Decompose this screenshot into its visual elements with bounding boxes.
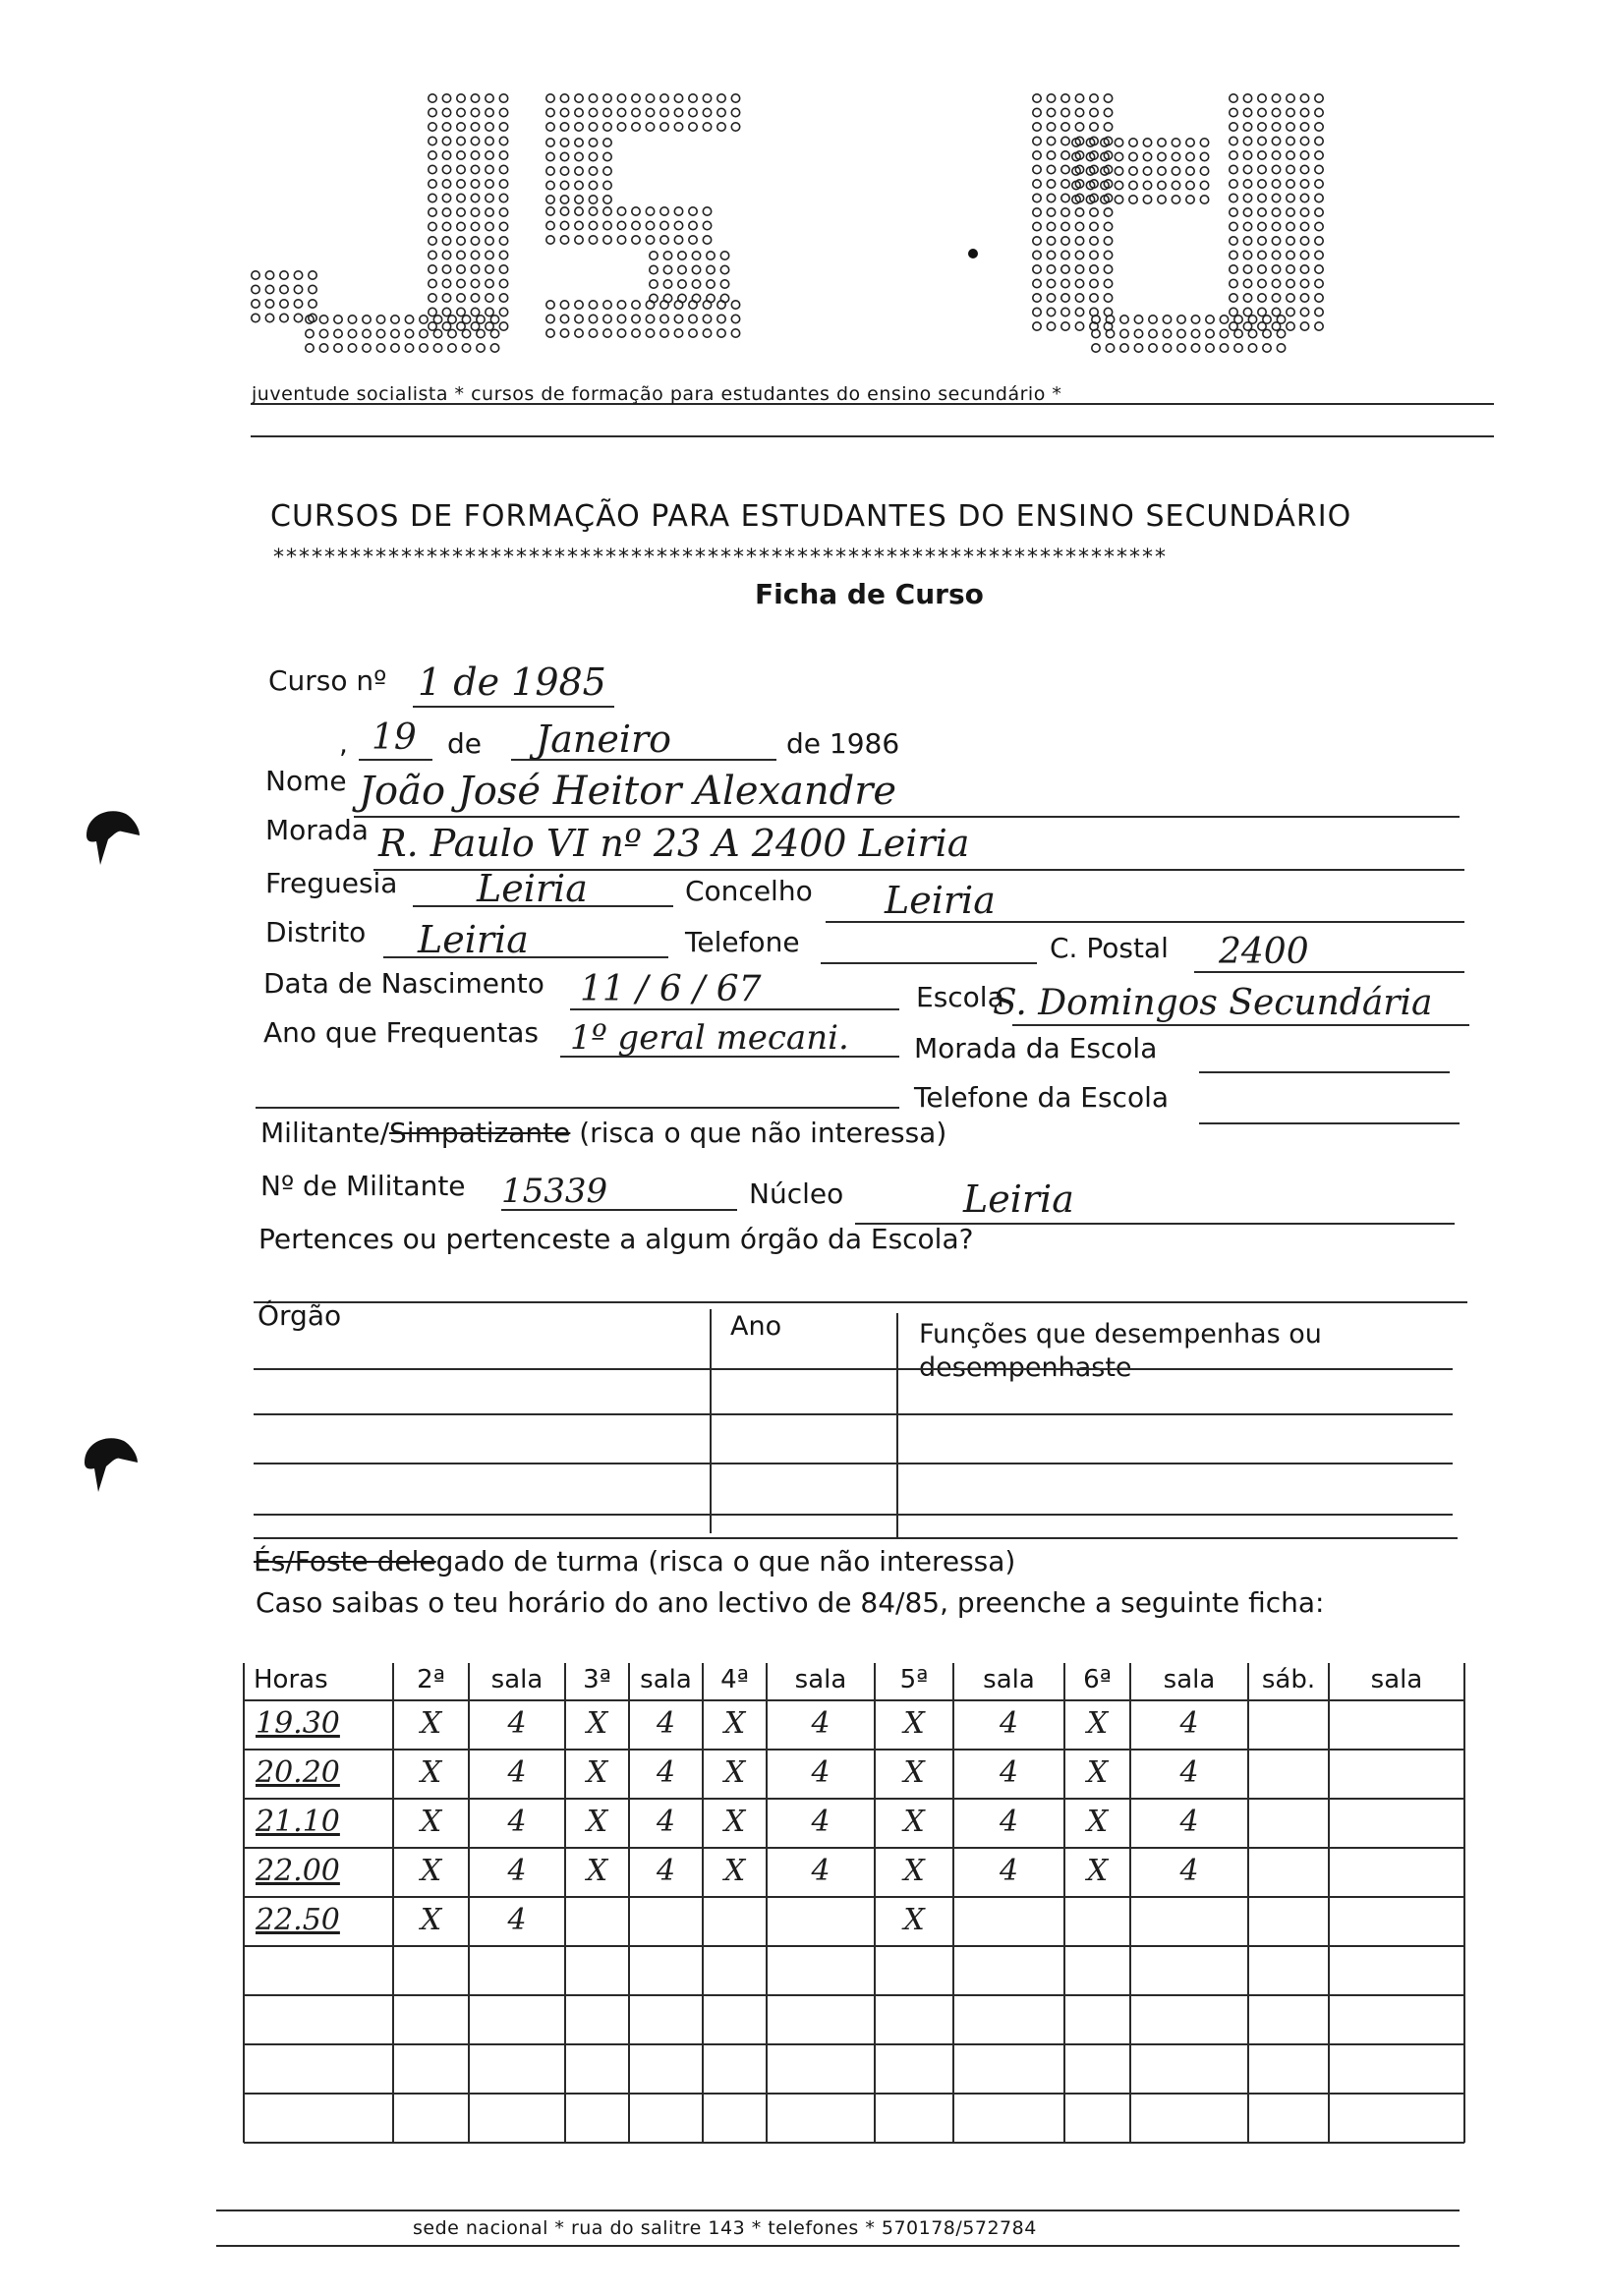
ano-label: Ano que Frequentas — [263, 1016, 539, 1049]
schedule-cell: 4 — [656, 1805, 676, 1839]
telefone-escola-label: Telefone da Escola — [914, 1081, 1170, 1114]
schedule-cell: X — [723, 1854, 746, 1888]
concelho-label: Concelho — [685, 875, 813, 907]
footer-address: sede nacional * rua do salitre 143 * telefones * 570178/572784 — [413, 2217, 1037, 2239]
ano-value: 1º geral mecani. — [570, 1018, 849, 1058]
freguesia-value: Leiria — [477, 867, 588, 910]
curso-value: 1 de 1985 — [418, 660, 606, 704]
nascimento-label: Data de Nascimento — [263, 967, 544, 1000]
schedule-header-cell: 5ª — [899, 1665, 929, 1694]
schedule-cell: X — [420, 1755, 442, 1790]
schedule-cell: 4 — [656, 1854, 676, 1888]
delegado-struck: És/Foste dele — [254, 1545, 436, 1578]
morada-label: Morada — [265, 814, 369, 846]
col-ano: Ano — [730, 1311, 782, 1342]
nome-value: João José Heitor Alexandre — [359, 769, 897, 814]
schedule-cell: X — [723, 1755, 746, 1790]
punch-hole-top — [79, 806, 147, 885]
schedule-cell: X — [420, 1854, 442, 1888]
schedule-header-cell: 2ª — [417, 1665, 445, 1694]
schedule-cell: 4 — [656, 1755, 676, 1790]
schedule-cell: X — [586, 1854, 608, 1888]
schedule-cell: 4 — [811, 1805, 831, 1839]
schedule-cell: X — [586, 1706, 608, 1741]
schedule-cell: 4 — [507, 1903, 527, 1937]
footer-bottom-rule — [216, 2245, 1460, 2247]
schedule-cell: X — [420, 1706, 442, 1741]
schedule-header-cell: sala — [640, 1665, 692, 1694]
schedule-header-cell: sala — [794, 1665, 847, 1694]
simpatizante-struck: Simpatizante — [389, 1117, 571, 1149]
schedule-cell: 4 — [999, 1854, 1019, 1888]
distrito-label: Distrito — [265, 916, 367, 948]
schedule-cell: X — [723, 1805, 746, 1839]
schedule-time-cell: 22.50 — [256, 1903, 340, 1937]
morada-escola-label: Morada da Escola — [914, 1032, 1158, 1064]
militante-suffix: (risca o que não interessa) — [570, 1117, 947, 1149]
concelho-value: Leiria — [885, 879, 996, 922]
schedule-cell: X — [903, 1706, 925, 1741]
num-militante-value: 15339 — [501, 1172, 608, 1211]
date-year-label: de 1986 — [786, 727, 900, 760]
schedule-cell: X — [903, 1903, 925, 1937]
schedule-cell: 4 — [656, 1706, 676, 1741]
schedule-header-cell: sáb. — [1261, 1665, 1316, 1694]
page-subtitle: Ficha de Curso — [755, 578, 984, 610]
schedule-time-cell: 20.20 — [256, 1755, 340, 1790]
schedule-header-cell: sala — [490, 1665, 544, 1694]
pertences-question: Pertences ou pertenceste a algum órgão da Escola? — [258, 1223, 974, 1255]
schedule-time-cell: 19.30 — [256, 1706, 340, 1741]
num-militante-label: Nº de Militante — [260, 1170, 466, 1202]
schedule-cell: 4 — [999, 1755, 1019, 1790]
schedule-header-cell: sala — [1370, 1665, 1423, 1694]
schedule-cell: X — [420, 1903, 442, 1937]
schedule-time-cell: 22.00 — [256, 1854, 340, 1888]
schedule-cell: 4 — [999, 1805, 1019, 1839]
schedule-cell: X — [1086, 1755, 1109, 1790]
horario-question: Caso saibas o teu horário do ano lectivo de 84/85, preenche a seguinte ficha: — [256, 1586, 1325, 1619]
schedule-cell: X — [586, 1755, 608, 1790]
schedule-cell: X — [1086, 1854, 1109, 1888]
escola-value: S. Domingos Secundária — [993, 983, 1433, 1023]
schedule-header-cell: Horas — [254, 1665, 328, 1694]
schedule-header-cell: 3ª — [583, 1665, 611, 1694]
freguesia-label: Freguesia — [265, 867, 398, 899]
cpostal-value: 2400 — [1219, 932, 1309, 972]
schedule-cell: 4 — [1179, 1755, 1199, 1790]
schedule-cell: X — [1086, 1706, 1109, 1741]
date-comma: , — [339, 727, 348, 760]
date-de-label: de — [447, 727, 482, 760]
nascimento-value: 11 / 6 / 67 — [580, 969, 762, 1009]
banner-tagline: juventude socialista * cursos de formação para estudantes do ensino secundário * — [252, 383, 1062, 405]
title-stars: ********************************************************************** — [273, 545, 1168, 570]
distrito-value: Leiria — [418, 918, 529, 961]
schedule-cell: 4 — [1179, 1805, 1199, 1839]
schedule-cell: X — [586, 1805, 608, 1839]
punch-hole-bottom — [77, 1433, 145, 1512]
nucleo-label: Núcleo — [749, 1177, 844, 1210]
date-day-value: 19 — [372, 718, 417, 758]
schedule-cell: 4 — [1179, 1854, 1199, 1888]
schedule-cell: 4 — [811, 1706, 831, 1741]
telefone-label: Telefone — [685, 926, 800, 958]
delegado-rest: gado de turma (risca o que não interessa) — [435, 1545, 1016, 1578]
schedule-cell: X — [903, 1755, 925, 1790]
schedule-cell: X — [903, 1805, 925, 1839]
col-funcoes-1: Funções que desempenhas ou — [919, 1319, 1322, 1349]
schedule-cell: 4 — [507, 1854, 527, 1888]
schedule-cell: X — [1086, 1805, 1109, 1839]
curso-label: Curso nº — [268, 664, 387, 697]
schedule-cell: 4 — [507, 1706, 527, 1741]
schedule-header-cell: sala — [983, 1665, 1035, 1694]
nucleo-value: Leiria — [963, 1177, 1074, 1221]
nome-label: Nome — [265, 765, 347, 797]
schedule-cell: 4 — [507, 1805, 527, 1839]
schedule-cell: X — [420, 1805, 442, 1839]
schedule-header-cell: 6ª — [1083, 1665, 1112, 1694]
page-title: CURSOS DE FORMAÇÃO PARA ESTUDANTES DO ENSINO SECUNDÁRIO — [270, 499, 1352, 534]
schedule-cell: 4 — [811, 1854, 831, 1888]
col-funcoes-2: desempenhaste — [919, 1352, 1132, 1383]
militante-label: Militante/ — [260, 1117, 390, 1149]
schedule-cell: 4 — [1179, 1706, 1199, 1741]
schedule-cell: X — [723, 1706, 746, 1741]
schedule-time-cell: 21.10 — [256, 1805, 340, 1839]
schedule-cell: 4 — [811, 1755, 831, 1790]
footer-top-rule — [216, 2210, 1460, 2211]
escola-label: Escola — [916, 981, 1004, 1013]
schedule-header-cell: sala — [1163, 1665, 1216, 1694]
cpostal-label: C. Postal — [1050, 932, 1169, 964]
schedule-cell: 4 — [507, 1755, 527, 1790]
schedule-cell: 4 — [999, 1706, 1019, 1741]
col-orgao: Órgão — [258, 1299, 342, 1332]
date-month-value: Janeiro — [536, 718, 672, 761]
morada-value: R. Paulo VI nº 23 A 2400 Leiria — [378, 822, 970, 865]
schedule-header-cell: 4ª — [720, 1665, 749, 1694]
schedule-cell: X — [903, 1854, 925, 1888]
